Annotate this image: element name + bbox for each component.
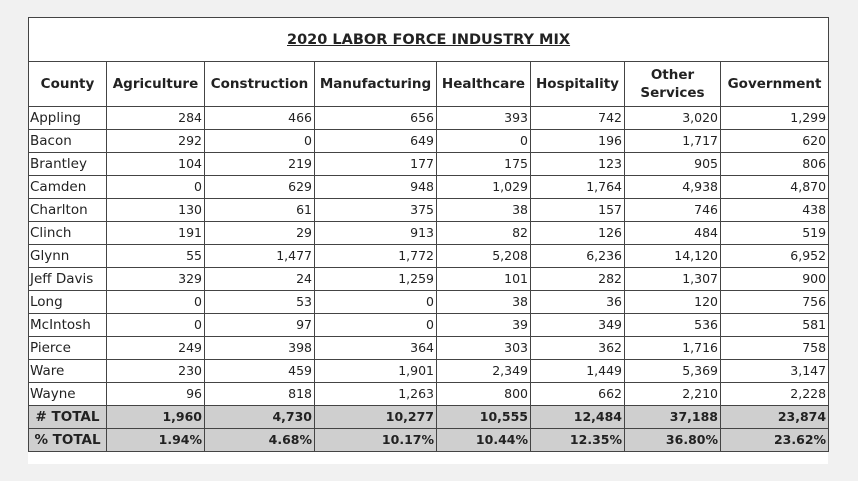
value-cell: 1,716 bbox=[625, 337, 721, 360]
value-cell: 4,938 bbox=[625, 176, 721, 199]
value-cell: 55 bbox=[107, 245, 205, 268]
value-cell: 364 bbox=[315, 337, 437, 360]
value-cell: 0 bbox=[315, 291, 437, 314]
value-cell: 36 bbox=[531, 291, 625, 314]
value-cell: 303 bbox=[437, 337, 531, 360]
value-cell: 5,369 bbox=[625, 360, 721, 383]
value-cell: 900 bbox=[721, 268, 829, 291]
column-header: County bbox=[29, 62, 107, 107]
value-cell: 1,764 bbox=[531, 176, 625, 199]
value-cell: 126 bbox=[531, 222, 625, 245]
value-cell: 249 bbox=[107, 337, 205, 360]
value-cell: 284 bbox=[107, 107, 205, 130]
value-cell: 97 bbox=[205, 314, 315, 337]
value-cell: 1,717 bbox=[625, 130, 721, 153]
value-cell: 4,870 bbox=[721, 176, 829, 199]
county-cell: Jeff Davis bbox=[29, 268, 107, 291]
value-cell: 29 bbox=[205, 222, 315, 245]
county-cell: Wayne bbox=[29, 383, 107, 406]
table-row bbox=[29, 222, 829, 245]
county-cell: Brantley bbox=[29, 153, 107, 176]
table-row bbox=[29, 360, 829, 383]
value-cell: 3,020 bbox=[625, 107, 721, 130]
value-cell: 620 bbox=[721, 130, 829, 153]
value-cell: 53 bbox=[205, 291, 315, 314]
county-cell: McIntosh bbox=[29, 314, 107, 337]
table-title-text: 2020 LABOR FORCE INDUSTRY MIX bbox=[287, 31, 571, 48]
value-cell: 329 bbox=[107, 268, 205, 291]
value-cell: 466 bbox=[205, 107, 315, 130]
value-cell: 1,307 bbox=[625, 268, 721, 291]
value-cell: 120 bbox=[625, 291, 721, 314]
total-row bbox=[29, 429, 829, 452]
value-cell: 1,772 bbox=[315, 245, 437, 268]
value-cell: 905 bbox=[625, 153, 721, 176]
value-cell: 438 bbox=[721, 199, 829, 222]
table-row bbox=[29, 268, 829, 291]
county-cell: Ware bbox=[29, 360, 107, 383]
value-cell: 746 bbox=[625, 199, 721, 222]
value-cell: 61 bbox=[205, 199, 315, 222]
value-cell: 1.94% bbox=[107, 429, 205, 452]
value-cell: 6,952 bbox=[721, 245, 829, 268]
table-row bbox=[29, 337, 829, 360]
value-cell: 2,210 bbox=[625, 383, 721, 406]
value-cell: 1,259 bbox=[315, 268, 437, 291]
county-cell: Glynn bbox=[29, 245, 107, 268]
value-cell: 177 bbox=[315, 153, 437, 176]
column-header: Manufacturing bbox=[315, 62, 437, 107]
total-label: # TOTAL bbox=[29, 406, 107, 429]
value-cell: 10.17% bbox=[315, 429, 437, 452]
value-cell: 101 bbox=[437, 268, 531, 291]
value-cell: 2,228 bbox=[721, 383, 829, 406]
table-row bbox=[29, 176, 829, 199]
value-cell: 96 bbox=[107, 383, 205, 406]
value-cell: 196 bbox=[531, 130, 625, 153]
total-row bbox=[29, 406, 829, 429]
header-row bbox=[29, 62, 829, 107]
value-cell: 4.68% bbox=[205, 429, 315, 452]
value-cell: 742 bbox=[531, 107, 625, 130]
value-cell: 130 bbox=[107, 199, 205, 222]
value-cell: 2,349 bbox=[437, 360, 531, 383]
value-cell: 282 bbox=[531, 268, 625, 291]
column-header: Construction bbox=[205, 62, 315, 107]
county-cell: Clinch bbox=[29, 222, 107, 245]
value-cell: 1,299 bbox=[721, 107, 829, 130]
value-cell: 10.44% bbox=[437, 429, 531, 452]
value-cell: 393 bbox=[437, 107, 531, 130]
value-cell: 1,901 bbox=[315, 360, 437, 383]
value-cell: 656 bbox=[315, 107, 437, 130]
value-cell: 581 bbox=[721, 314, 829, 337]
value-cell: 484 bbox=[625, 222, 721, 245]
value-cell: 175 bbox=[437, 153, 531, 176]
value-cell: 6,236 bbox=[531, 245, 625, 268]
value-cell: 756 bbox=[721, 291, 829, 314]
value-cell: 758 bbox=[721, 337, 829, 360]
value-cell: 23.62% bbox=[721, 429, 829, 452]
value-cell: 913 bbox=[315, 222, 437, 245]
table-row bbox=[29, 130, 829, 153]
value-cell: 362 bbox=[531, 337, 625, 360]
table-row bbox=[29, 107, 829, 130]
table-row bbox=[29, 291, 829, 314]
total-label: % TOTAL bbox=[29, 429, 107, 452]
value-cell: 349 bbox=[531, 314, 625, 337]
value-cell: 662 bbox=[531, 383, 625, 406]
value-cell: 23,874 bbox=[721, 406, 829, 429]
value-cell: 649 bbox=[315, 130, 437, 153]
value-cell: 38 bbox=[437, 291, 531, 314]
value-cell: 800 bbox=[437, 383, 531, 406]
value-cell: 375 bbox=[315, 199, 437, 222]
value-cell: 818 bbox=[205, 383, 315, 406]
value-cell: 0 bbox=[315, 314, 437, 337]
value-cell: 230 bbox=[107, 360, 205, 383]
value-cell: 629 bbox=[205, 176, 315, 199]
column-header: Other Services bbox=[625, 62, 721, 107]
column-header: Government bbox=[721, 62, 829, 107]
value-cell: 14,120 bbox=[625, 245, 721, 268]
value-cell: 292 bbox=[107, 130, 205, 153]
value-cell: 12.35% bbox=[531, 429, 625, 452]
value-cell: 10,555 bbox=[437, 406, 531, 429]
county-cell: Pierce bbox=[29, 337, 107, 360]
value-cell: 1,263 bbox=[315, 383, 437, 406]
value-cell: 3,147 bbox=[721, 360, 829, 383]
value-cell: 519 bbox=[721, 222, 829, 245]
value-cell: 157 bbox=[531, 199, 625, 222]
table-container bbox=[28, 17, 828, 464]
value-cell: 0 bbox=[205, 130, 315, 153]
county-cell: Long bbox=[29, 291, 107, 314]
value-cell: 0 bbox=[437, 130, 531, 153]
value-cell: 1,029 bbox=[437, 176, 531, 199]
value-cell: 0 bbox=[107, 314, 205, 337]
labor-force-table bbox=[28, 17, 829, 452]
value-cell: 104 bbox=[107, 153, 205, 176]
value-cell: 37,188 bbox=[625, 406, 721, 429]
table-row bbox=[29, 153, 829, 176]
value-cell: 5,208 bbox=[437, 245, 531, 268]
value-cell: 10,277 bbox=[315, 406, 437, 429]
table-row bbox=[29, 245, 829, 268]
value-cell: 191 bbox=[107, 222, 205, 245]
column-header: Healthcare bbox=[437, 62, 531, 107]
value-cell: 12,484 bbox=[531, 406, 625, 429]
value-cell: 38 bbox=[437, 199, 531, 222]
value-cell: 948 bbox=[315, 176, 437, 199]
value-cell: 459 bbox=[205, 360, 315, 383]
value-cell: 536 bbox=[625, 314, 721, 337]
value-cell: 1,477 bbox=[205, 245, 315, 268]
value-cell: 82 bbox=[437, 222, 531, 245]
value-cell: 398 bbox=[205, 337, 315, 360]
value-cell: 4,730 bbox=[205, 406, 315, 429]
value-cell: 1,449 bbox=[531, 360, 625, 383]
value-cell: 0 bbox=[107, 291, 205, 314]
value-cell: 1,960 bbox=[107, 406, 205, 429]
column-header: Hospitality bbox=[531, 62, 625, 107]
table-row bbox=[29, 199, 829, 222]
value-cell: 123 bbox=[531, 153, 625, 176]
table-row bbox=[29, 314, 829, 337]
column-header: Agriculture bbox=[107, 62, 205, 107]
county-cell: Camden bbox=[29, 176, 107, 199]
table-title bbox=[29, 18, 829, 62]
table-row bbox=[29, 383, 829, 406]
county-cell: Charlton bbox=[29, 199, 107, 222]
value-cell: 806 bbox=[721, 153, 829, 176]
value-cell: 219 bbox=[205, 153, 315, 176]
value-cell: 24 bbox=[205, 268, 315, 291]
county-cell: Appling bbox=[29, 107, 107, 130]
value-cell: 36.80% bbox=[625, 429, 721, 452]
value-cell: 39 bbox=[437, 314, 531, 337]
county-cell: Bacon bbox=[29, 130, 107, 153]
value-cell: 0 bbox=[107, 176, 205, 199]
